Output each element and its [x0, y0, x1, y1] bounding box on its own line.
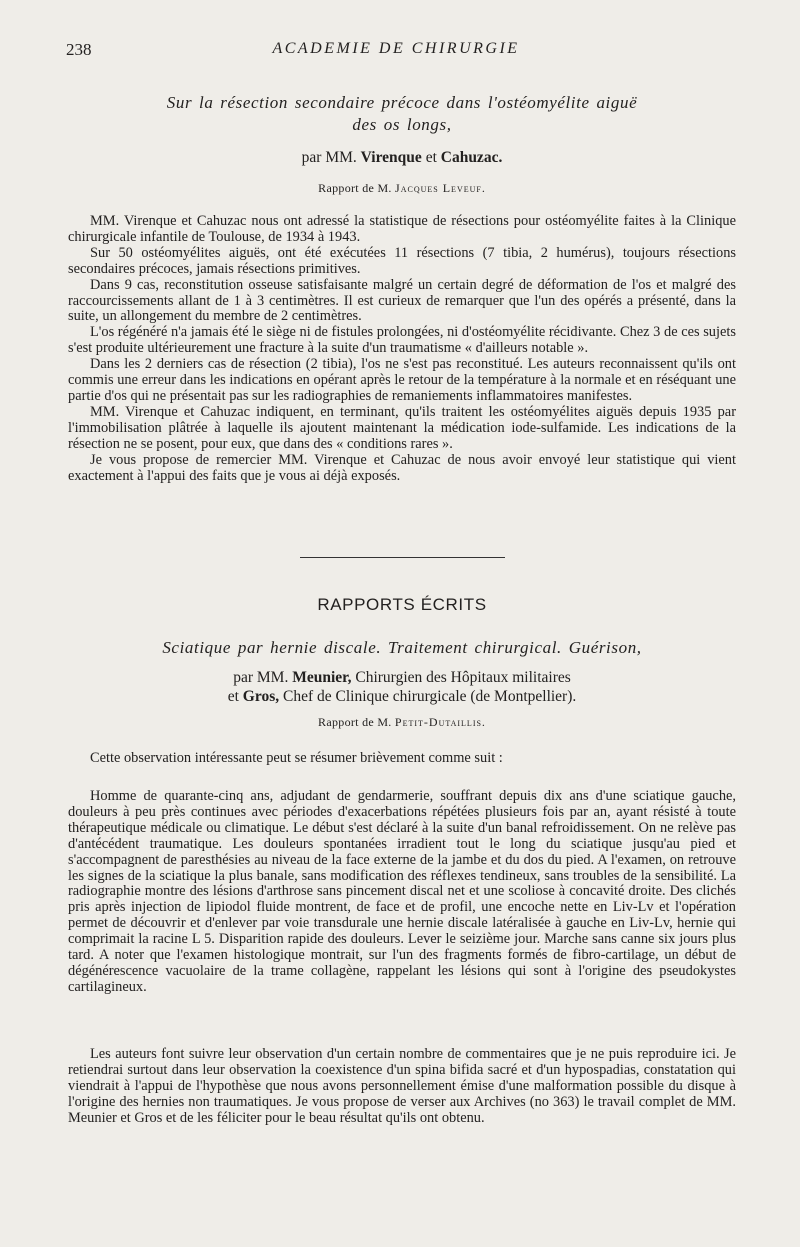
report-prefix: Rapport de M.	[318, 715, 392, 729]
page-header	[66, 40, 726, 62]
byline-line	[68, 687, 736, 706]
paragraph: L'os régénéré n'a jamais été le siège ni de fistules prolongées, ni d'ostéomyélite récidivante. Chez 3 de ces sujets s'est produite ultérieurement une fracture à la suite d'un traumatisme « d'ailleurs notable ».	[68, 324, 736, 357]
running-title: ACADEMIE DE CHIRURGIE	[272, 40, 520, 57]
article2-report-line	[68, 714, 736, 730]
author-affiliation: Chirurgien des Hôpitaux militaires	[355, 669, 571, 686]
byline-prefix: par MM.	[233, 669, 289, 686]
reporter-name: Petit-Dutaillis.	[394, 715, 486, 729]
paragraph: MM. Virenque et Cahuzac nous ont adressé la statistique de résections pour ostéomyélite faites à la Clinique chirurgicale infantile de Toulouse, de 1934 à 1943.	[68, 213, 736, 245]
author-name: Cahuzac.	[440, 149, 503, 166]
article2-byline	[68, 668, 736, 706]
paragraph: Sur 50 ostéomyélites aiguës, ont été exécutées 11 résections (7 tibia, 2 humérus), toujours résections secondaires précoces, jamais résections primitives.	[68, 244, 736, 277]
paragraph: Les auteurs font suivre leur observation d'un certain nombre de commentaires que je ne puis reproduire ici. Je retiendrai surtout dans leur observation la coexistence d'un spina bifida sacré et d'un hypospadias, constatation qui viendrait à l'appui de l'hypothèse que nous avons personnellement émise d'une malformation possible du disque à l'origine des hernies non traumatiques. Je vous propose de verser aux Archives (no 363) le travail complet de MM. Meunier et Gros et de les féliciter pour le beau résultat qu'ils ont obtenu.	[68, 1046, 736, 1126]
section-divider	[300, 557, 505, 558]
reporter-name: Jacques Leveuf.	[395, 181, 486, 195]
author-affiliation: Chef de Clinique chirurgicale (de Montpellier).	[283, 688, 577, 705]
paragraph: Dans 9 cas, reconstitution osseuse satisfaisante malgré un certain degré de déformation de l'os et malgré des raccourcissements allant de 1 à 3 centimètres. Il est curieux de remarquer que l'un des opérés a présenté, dans la suite, un allongement du membre de 2 centimètres.	[68, 276, 736, 325]
article1-title	[68, 92, 736, 136]
byline-line	[68, 668, 736, 687]
article2-title: Sciatique par hernie discale. Traitement chirurgical. Guérison,	[162, 638, 642, 657]
page-number: 238	[66, 40, 92, 59]
article2-observation	[68, 789, 736, 996]
report-prefix: Rapport de M.	[318, 181, 392, 195]
article2-intro	[68, 750, 736, 767]
author-name: Gros,	[242, 688, 280, 705]
paragraph: Homme de quarante-cinq ans, adjudant de gendarmerie, souffrant depuis dix ans d'une sciatique gauche, douleurs à peu près continues avec périodes d'exacerbations répétées plusieurs fois par an, ayant résisté à toute thérapeutique médicale ou climatique. Le début s'est déclaré à la suite d'un banal refroidissement. On ne relève pas d'antécédent traumatique. Les douleurs spontanées irradient tout le long du sciatique jusqu'au pied et s'accompagnent de paresthésies au niveau de la face externe de la jambe et du dos du pied. A l'examen, on retrouve les signes de la sciatique la plus banale, sans modification des réflexes tendineux, sans troubles de la sensibilité. La radiographie montre des lésions d'arthrose sans pincement discal net et une scoliose à concavité droite. Des clichés pris après injection de lipiodol fluide montrent, de face et de profil, une encoche nette en Liv-Lv et l'opération permet de découvrir et d'enlever par voie transdurale une hernie discale latéralisée à gauche en Liv-Lv, hernie qui comprimait la racine L 5. Disparition rapide des douleurs. Lever le seizième jour. Marche sans canne six jours plus tard. A noter que l'examen histologique montrait, sur l'un des fragments formés de fibro-cartilage, un début de dégénérescence vacuolaire de la trame collagène, rappelant les lésions qui sont à l'origine des pseudokystes cartilagineux.	[68, 788, 736, 995]
paragraph: Je vous propose de remercier MM. Virenque et Cahuzac de nous avoir envoyé leur statistique qui vient exactement à l'appui des faits que je vous ai déjà exposés.	[68, 451, 736, 484]
article1-title-line2: des os longs,	[352, 115, 452, 134]
byline-prefix: et	[227, 688, 239, 705]
intro-paragraph: Cette observation intéressante peut se résumer brièvement comme suit :	[90, 750, 503, 766]
byline-prefix: par MM.	[301, 149, 357, 166]
byline-and: et	[425, 149, 437, 166]
article1-body	[68, 214, 736, 484]
article2-commentary	[68, 1047, 736, 1127]
paragraph: MM. Virenque et Cahuzac indiquent, en terminant, qu'ils traitent les ostéomyélites aiguës depuis 1935 par l'immobilisation plâtrée à laquelle ils ajoutent maintenant la médication iode-sulfamide. Les indications de la résection ne se posent, pour eux, que dans des « conditions rares ».	[68, 403, 736, 452]
article1-report-line	[68, 180, 736, 196]
author-name: Meunier,	[292, 669, 352, 686]
article1-title-line1: Sur la résection secondaire précoce dans l'ostéomyélite aiguë	[166, 93, 638, 112]
article1-byline	[68, 148, 736, 167]
author-name: Virenque	[360, 149, 422, 166]
paragraph: Dans les 2 derniers cas de résection (2 tibia), l'os ne s'est pas reconstitué. Les auteurs reconnaissent qu'ils ont commis une erreur dans les indications en opérant après le retour de la température à la normale et en réséquant une partie d'os qui ne présentait pas sur les radiographies de remaniements inflammatoires manifestes.	[68, 356, 736, 404]
section-heading: RAPPORTS ÉCRITS	[317, 595, 487, 614]
